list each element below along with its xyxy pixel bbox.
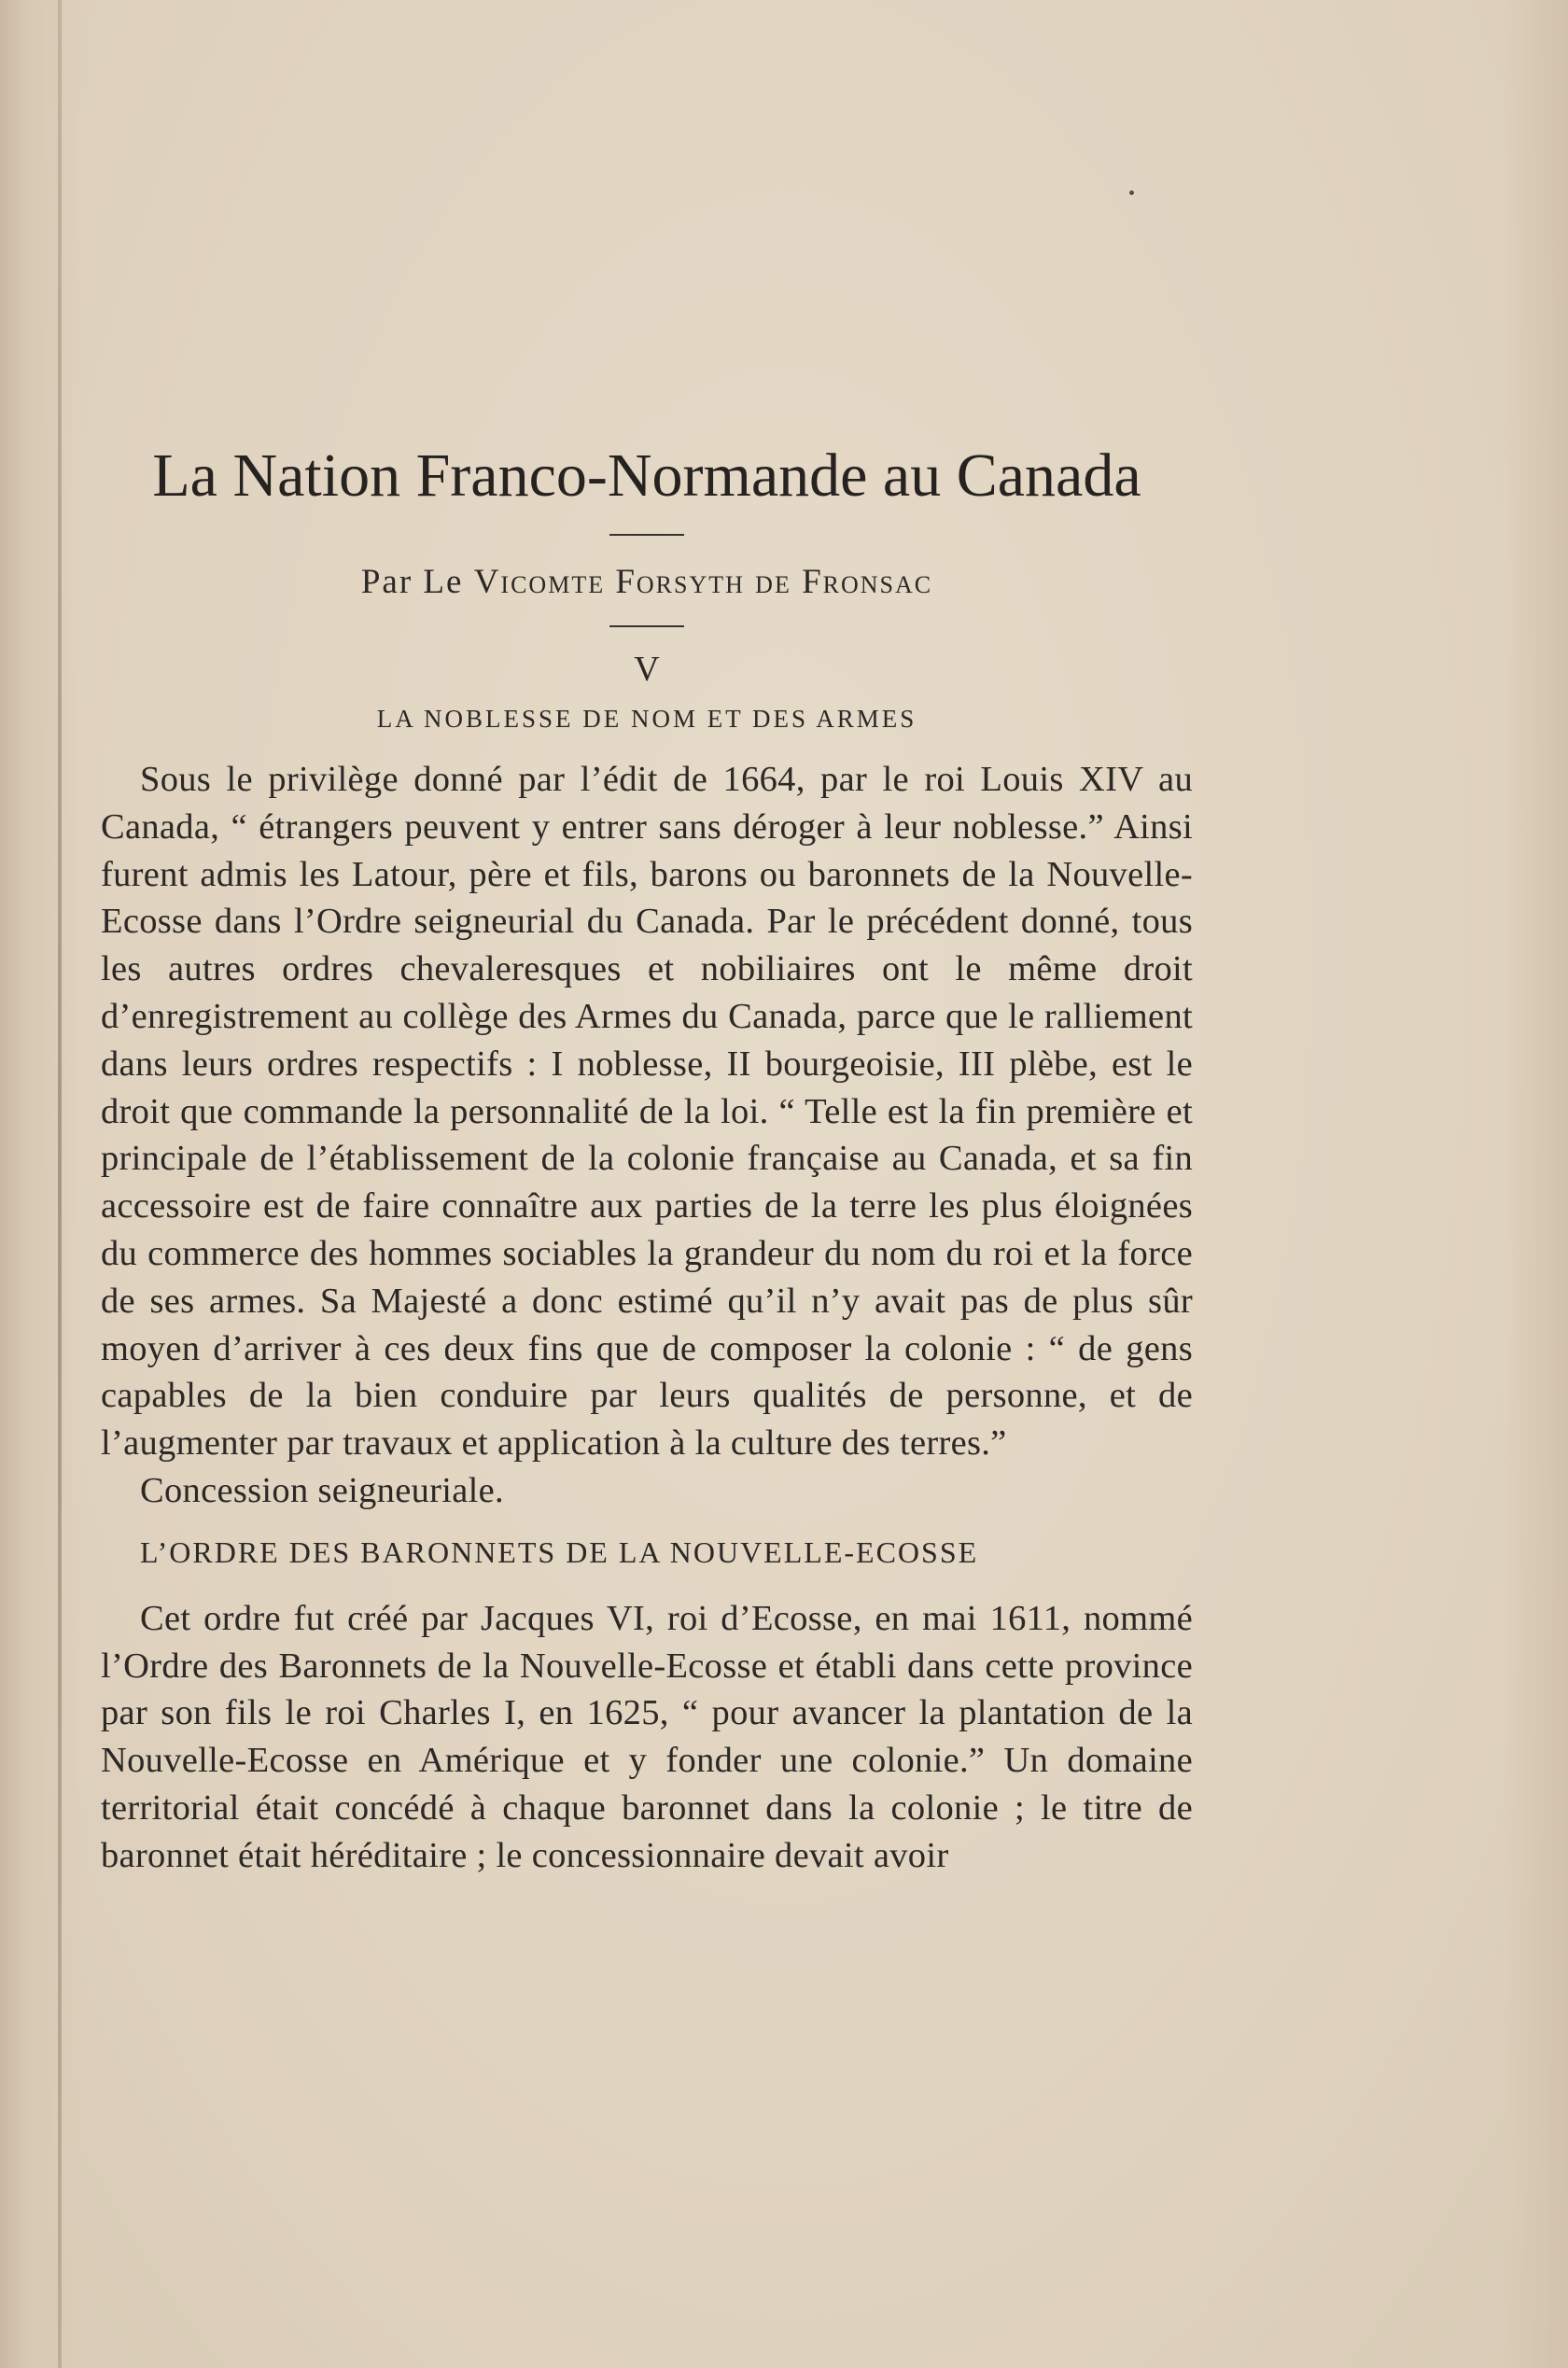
article-title: La Nation Franco-Normande au Canada (152, 441, 1141, 510)
paragraph-concession: Concession seigneuriale. (140, 1470, 504, 1510)
article-byline (101, 562, 1193, 603)
byline-author: Vicomte Forsyth de Fronsac (473, 563, 933, 601)
page-edge-shadow (1503, 0, 1568, 2368)
paragraph-baronnets: Cet ordre fut créé par Jacques VI, roi d’Ecosse, en mai 1611, nommé l’Ordre des Baronnets de la Nouvelle-Ecosse et établi dans cette province par son fils le roi Charles I, en 1625, “ pour avancer la plantation de la Nouvelle-Ecosse en Amérique et y fonder une colonie.” Un domaine territorial était concédé à chaque baronnet dans la colonie ; le titre de baronnet était héréditaire ; le concessionnaire devait avoir (101, 1598, 1193, 1875)
paper-speck (1129, 190, 1134, 195)
byline-divider (609, 625, 684, 627)
page-binding-fold (58, 0, 62, 2368)
section-heading-baronnets: L’ORDRE DES BARONNETS DE LA NOUVELLE-ECOSSE (140, 1534, 979, 1569)
article-body (101, 439, 1193, 1880)
chapter-subheading: LA NOBLESSE DE NOM ET DES ARMES (376, 705, 917, 733)
title-divider (609, 534, 684, 536)
paragraph-noblesse: Sous le privilège donné par l’édit de 1664, par le roi Louis XIV au Canada, “ étrangers peuvent y entrer sans déroger à leur noblesse.” Ainsi furent admis les Latour, père et fils, barons ou baronnets de la Nouvelle-Ecosse dans l’Ordre seigneurial du Canada. Par le précédent donné, tous les autres ordres chevaleresques et nobiliaires ont le même droit d’enregistrement au collège des Armes du Canada, parce que le ralliement dans leurs ordres respectifs : I noblesse, II bourgeoisie, III plèbe, est le droit que commande la personnalité de la loi. “ Telle est la fin première et principale de l’établissement de la colonie française au Canada, et sa fin accessoire est de faire connaître aux parties de la terre les plus éloignées du commerce des hommes sociables la grandeur du nom du roi et la force de ses armes. Sa Majesté a donc estimé qu’il n’y avait pas de plus sûr moyen d’arriver à ces deux fins que de composer la colonie : “ de gens capables de la bien conduire par leurs qualités de personne, et de l’augmenter par travaux et application à la culture des terres.” (101, 760, 1193, 1464)
page-binding-shadow (0, 0, 84, 2368)
chapter-number: V (634, 650, 660, 689)
byline-prefix: Par Le (360, 563, 464, 601)
